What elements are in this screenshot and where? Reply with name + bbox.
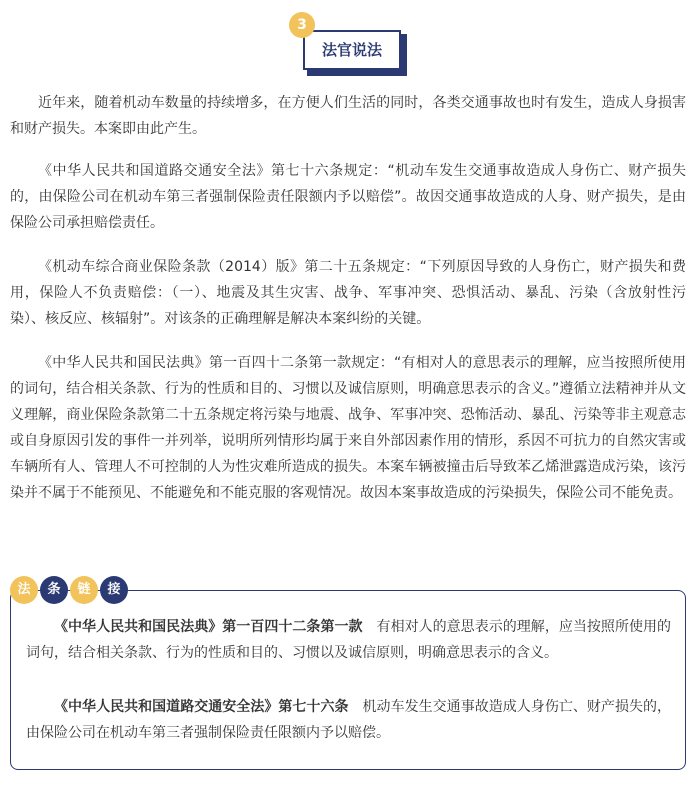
law-item-text: 机动车发生交通事故造成人身伤亡、财产损失的，由保险公司在机动车第三者强制保险责任限额内予以赔偿。 (26, 699, 672, 741)
section-title: 法官说法 (303, 30, 401, 70)
law-link-tag: 链 (70, 576, 98, 604)
law-link-tag: 条 (40, 576, 68, 604)
section-header (297, 12, 407, 76)
section-number-badge: 3 (289, 12, 315, 38)
law-item-traffic-law (26, 694, 671, 746)
law-link-tag: 接 (100, 576, 128, 604)
paragraph-insurance-clause: 《机动车综合商业保险条款（2014）版》第二十五条规定：“下列原因导致的人身伤亡，财产损失和费用，保险人不负责赔偿：（一）、地震及其生灾害、战争、军事冲突、恐惧活动、暴乱、污染（含放射性污染）、核反应、核辐射”。对该条的正确理解是解决本案纠纷的关键。 (10, 259, 686, 327)
law-link-tags (10, 576, 128, 604)
paragraph-traffic-law: 《中华人民共和国道路交通安全法》第七十六条规定：“机动车发生交通事故造成人身伤亡、财产损失的，由保险公司在机动车第三者强制保险责任限额内予以赔偿”。故因交通事故造成的人身、财产损失，是由保险公司承担赔偿责任。 (10, 163, 686, 231)
paragraph-intro: 近年来，随着机动车数量的持续增多，在方便人们生活的同时，各类交通事故也时有发生，造成人身损害和财产损失。本案即由此产生。 (10, 95, 686, 137)
law-item-civil-code (26, 614, 671, 666)
paragraph-civil-code: 《中华人民共和国民法典》第一百四十二条第一款规定：“有相对人的意思表示的理解，应当按照所使用的词句，结合相关条款、行为的性质和目的、习惯以及诚信原则，明确意思表示的含义。”遵循立法精神并从文义理解，商业保险条款第二十五条规定将污染与地震、战争、军事冲突、恐怖活动、暴乱、污染等非主观意志或自身原因引发的事件一并列举，说明所列情形均属于来自外部因素作用的情形，系因不可抗力的自然灾害或车辆所有人、管理人不可控制的人为性灾难所造成的损失。本案车辆被撞击后导致苯乙烯泄露造成污染，该污染并不属于不能预见、不能避免和不能克服的客观情况。故因本案事故造成的污染损失，保险公司不能免责。 (10, 355, 686, 501)
law-item-text: 有相对人的意思表示的理解，应当按照所使用的词句，结合相关条款、行为的性质和目的、习惯以及诚信原则，明确意思表示的含义。 (26, 619, 672, 661)
law-link-tag: 法 (10, 576, 38, 604)
law-item-title: 《中华人民共和国道路交通安全法》第七十六条 (54, 699, 349, 715)
law-item-title: 《中华人民共和国民法典》第一百四十二条第一款 (54, 619, 363, 635)
